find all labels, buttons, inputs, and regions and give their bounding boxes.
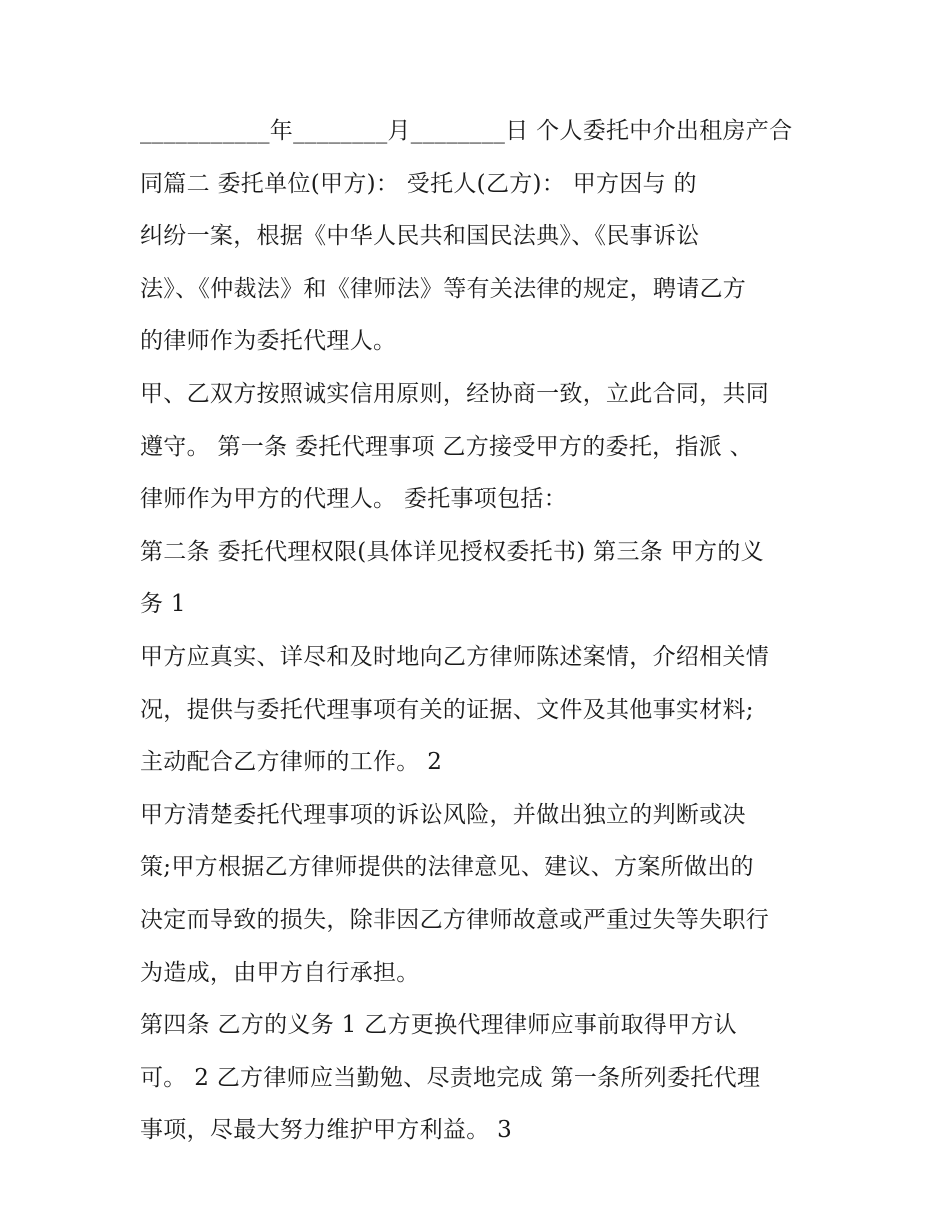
text-line: 况，提供与委托代理事项有关的证据、文件及其他事实材料; [140, 696, 754, 723]
text-line: 甲方应真实、详尽和及时地向乙方律师陈述案情，介绍相关情 [140, 643, 770, 670]
text-line: 纠纷一案，根据《中华人民共和国民法典》、《民事诉讼 [140, 223, 700, 250]
text-line: 同篇二 委托单位(甲方)： 受托人(乙方)： 甲方因与 的 [140, 170, 697, 197]
text-line: 第二条 委托代理权限(具体详见授权委托书) 第三条 甲方的义 [140, 538, 764, 565]
text-line: 的律师作为委托代理人。 [140, 328, 397, 355]
text-line: 法》、《仲裁法》和《律师法》等有关法律的规定，聘请乙方 [140, 275, 747, 302]
text-line: 可。 2 乙方律师应当勤勉、尽责地完成 第一条所列委托代理 [140, 1064, 761, 1091]
document-body [140, 108, 820, 1160]
text-line: 策;甲方根据乙方律师提供的法律意见、建议、方案所做出的 [140, 854, 754, 881]
text-line: 为造成，由甲方自行承担。 [140, 959, 420, 986]
text-line: 事项，尽最大努力维护甲方利益。 3 [140, 1117, 513, 1144]
text-line: ___________年________月________日 个人委托中介出租房产合 [140, 118, 793, 144]
text-line: 务 1 [140, 591, 186, 618]
text-line: 主动配合乙方律师的工作。 2 [140, 749, 443, 776]
text-line: 遵守。 第一条 委托代理事项 乙方接受甲方的委托，指派 、 [140, 433, 753, 460]
text-line: 甲方清楚委托代理事项的诉讼风险，并做出独立的判断或决 [140, 801, 746, 828]
text-line: 甲、乙双方按照诚实信用原则，经协商一致，立此合同，共同 [140, 380, 770, 407]
text-line: 第四条 乙方的义务 1 乙方更换代理律师应事前取得甲方认 [140, 1012, 737, 1039]
text-line: 律师作为甲方的代理人。 委托事项包括： [140, 486, 568, 513]
text-line: 决定而导致的损失，除非因乙方律师故意或严重过失等失职行 [140, 906, 770, 933]
